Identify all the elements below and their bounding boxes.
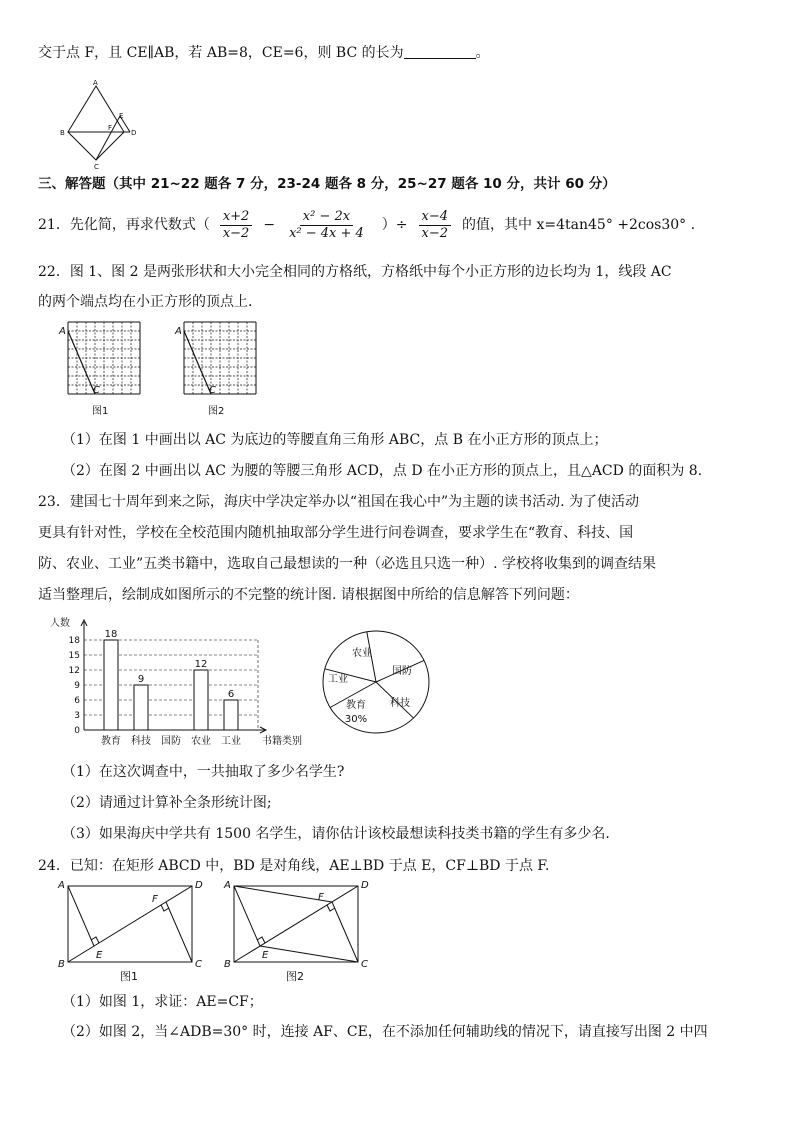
q23-part-2: （2）请通过计算补全条形统计图; (62, 795, 272, 811)
segment-ac (184, 331, 211, 394)
x-tick-label: 农业 (191, 736, 211, 747)
q24f2-label-c: C (361, 959, 368, 970)
q22-part-1: （1）在图 1 中画出以 AC 为底边的等腰直角三角形 ABC，点 B 在小正方形的顶点上； (62, 432, 608, 448)
fig-label-e: E (119, 112, 124, 120)
bar-教育 (104, 640, 118, 730)
bar-科技 (134, 685, 148, 730)
x-tick-label: 国防 (161, 736, 181, 747)
y-tick-label: 3 (74, 711, 80, 721)
section-3-title: 三、解答题（其中 21~22 题各 7 分，23-24 题各 8 分，25~27 题各 10 分，共计 60 分） (38, 176, 616, 192)
q24-figure-1 (56, 878, 206, 984)
q24-fig2-caption: 图2 (286, 970, 304, 983)
q22-line-1: 22．图 1、图 2 是两张形状和大小完全相同的方格纸，方格纸中每个小正方形的边长均为 1，线段 AC (38, 264, 672, 280)
q21-minus: − (263, 217, 276, 233)
q23-part-3: （3）如果海庆中学共有 1500 名学生，请你估计该校最想读科技类书籍的学生有多少名. (62, 826, 610, 842)
q24f1-label-d: D (195, 880, 203, 891)
q21-text (38, 208, 695, 242)
q24f1-label-b: B (58, 959, 65, 970)
q22-grid-figure-1 (58, 318, 150, 426)
segment-ac (68, 331, 95, 394)
q24f1-label-e: E (96, 950, 103, 961)
q24-fig1-caption: 图1 (120, 970, 138, 983)
frac2-numerator: x² − 2x (300, 209, 353, 226)
q23-line-3: 防、农业、工业”五类书籍中，选取自己最想读的一种（必选且只选一种）. 学校将收集到的调查结果 (38, 556, 657, 572)
y-tick-label: 18 (68, 636, 80, 646)
frac3-denominator: x−2 (421, 225, 449, 241)
q23-line-4: 适当整理后，绘制成如图所示的不完整的统计图. 请根据图中所给的信息解答下列问题： (38, 587, 579, 603)
q22-grid-figure-2 (174, 318, 266, 426)
q22-part-2: （2）在图 2 中画出以 AC 为腰的等腰三角形 ACD，点 D 在小正方形的顶点上，且△ACD 的面积为 8. (62, 463, 703, 479)
q24f2-label-d: D (361, 880, 369, 891)
q24-figure-2 (222, 878, 372, 984)
bar-农业 (194, 670, 208, 730)
fig-label-a: A (93, 79, 98, 87)
fig-label-b: B (60, 129, 65, 137)
q24f1-label-a: A (58, 880, 65, 891)
grid-lines (184, 322, 256, 394)
y-tick-label: 0 (74, 726, 80, 736)
q21-suffix: 的值，其中 x=4tan45° +2cos30° . (462, 217, 696, 233)
q21-fraction-3 (419, 209, 452, 242)
pie-label-科技: 科技 (390, 698, 410, 709)
frac1-numerator: x+2 (220, 209, 253, 226)
q24f2-label-b: B (224, 959, 231, 970)
x-tick-label: 科技 (131, 736, 151, 747)
bar-data-label: 6 (227, 689, 235, 700)
q24-part-1: （1）如图 1，求证：AE=CF； (62, 994, 263, 1010)
q24f2-label-a: A (224, 880, 231, 891)
grid-caption: 图1 (92, 406, 109, 417)
grid-label-a: A (59, 326, 66, 337)
pie-percent-label: 30% (344, 714, 368, 725)
q20-rhombus-figure (58, 78, 138, 170)
x-tick-label: 工业 (221, 736, 241, 747)
y-tick-label: 6 (74, 696, 80, 706)
q23-line-1: 23．建国七十周年到来之际，海庆中学决定举办以“祖国在我心中”为主题的读书活动. 为了使活动 (38, 494, 640, 510)
y-tick-label: 15 (68, 651, 80, 661)
frac1-denominator: x−2 (222, 225, 250, 241)
q20-text-post: 。 (475, 45, 490, 61)
q24f2-label-f: F (318, 892, 324, 903)
x-axis-title: 书籍类别 (262, 736, 302, 747)
grid-label-c: C (209, 385, 216, 396)
grid-label-a: A (175, 326, 182, 337)
pie-label-教育: 教育 (346, 700, 366, 711)
q24f2-label-e: E (262, 950, 269, 961)
q24-line-1: 24．已知：在矩形 ABCD 中，BD 是对角线，AE⊥BD 于点 E，CF⊥BD 于点 F. (38, 858, 550, 874)
q22-line-2: 的两个端点均在小正方形的顶点上. (38, 294, 253, 310)
bar-data-label: 9 (137, 674, 145, 685)
frac2-denominator: x² − 4x + 4 (289, 225, 364, 241)
pie-label-农业: 农业 (352, 648, 372, 659)
q21-fraction-1 (220, 209, 253, 242)
grid-label-c: C (93, 385, 100, 396)
q20-text-pre: 交于点 F，且 CE∥AB，若 AB=8，CE=6，则 BC 的长为 (38, 45, 404, 61)
bar-data-label: 12 (194, 659, 208, 670)
bar-data-label: 18 (104, 629, 118, 640)
x-tick-label: 教育 (101, 736, 121, 747)
bar-工业 (224, 700, 238, 730)
y-tick-label: 9 (74, 681, 80, 691)
q24f1-label-c: C (195, 959, 202, 970)
frac3-numerator: x−4 (419, 209, 452, 226)
fig-label-f: F (108, 124, 113, 132)
q23-bar-chart (46, 614, 316, 752)
q24-part-2: （2）如图 2，当∠ADB=30° 时，连接 AF、CE，在不添加任何辅助线的情况下，请直接写出图 2 中四 (62, 1024, 708, 1040)
fig-label-d: D (131, 129, 137, 137)
answer-blank[interactable] (404, 44, 476, 59)
q23-pie-chart (318, 626, 434, 738)
fig-label-c: C (94, 163, 99, 170)
y-axis-title: 人数 (50, 618, 70, 629)
q21-divide: ）÷ (381, 217, 408, 233)
q20-text (38, 43, 490, 63)
q23-line-2: 更具有针对性，学校在全校范围内随机抽取部分学生进行问卷调查，要求学生在“教育、科技、国 (38, 525, 634, 541)
q24f1-label-f: F (152, 894, 158, 905)
y-tick-label: 12 (68, 666, 80, 676)
pie-label-国防: 国防 (392, 666, 412, 677)
grid-caption: 图2 (208, 406, 225, 417)
q21-fraction-2 (286, 209, 367, 242)
pie-label-工业: 工业 (328, 674, 348, 685)
q21-prefix: 21．先化简，再求代数式（ (38, 217, 210, 233)
q23-part-1: （1）在这次调查中，一共抽取了多少名学生? (62, 764, 345, 780)
grid-lines (68, 322, 140, 394)
